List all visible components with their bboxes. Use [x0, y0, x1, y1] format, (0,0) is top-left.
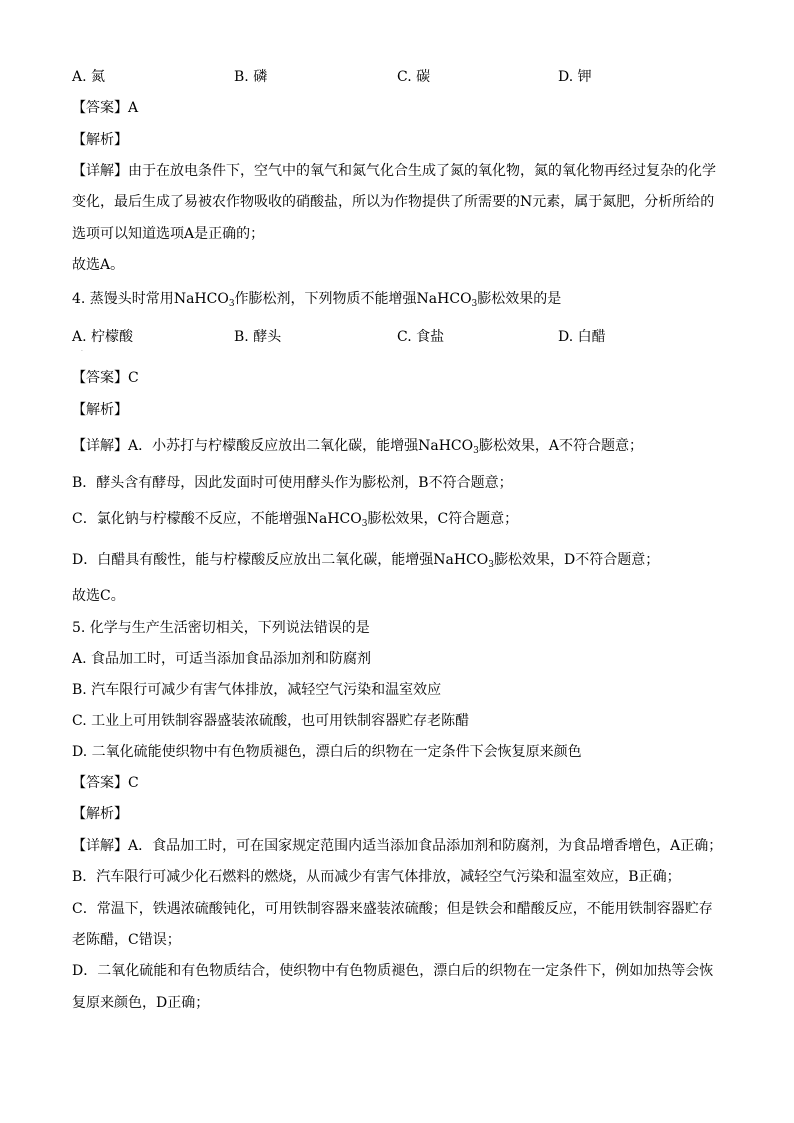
q4-stem: [72, 289, 561, 309]
stray-dot: ·: [81, 348, 83, 355]
q5-analysis-label: 【解析】: [72, 806, 128, 822]
formula-nahco3: NaHCO$_3$: [173, 291, 235, 309]
q5-detail-line-6: 复原来颜色，D正确；: [72, 995, 210, 1011]
q3-detail-line-1: 【详解】由于在放电条件下，空气中的氧气和氮气化合生成了氮的氧化物，氮的氧化物再经过复杂的化学: [72, 163, 716, 179]
formula-nahco3: NaHCO$_3$: [433, 552, 494, 570]
q5-option-a: A. 食品加工时，可适当添加食品添加剂和防腐剂: [72, 651, 372, 667]
q5-detail-line-3: C．常温下，铁遇浓硫酸钝化，可用铁制容器来盛装浓硫酸；但是铁会和醋酸反应，不能用铁制容器贮存: [72, 901, 713, 917]
q4-stem-part-3: 膨松效果的是: [477, 291, 562, 307]
q3-detail-line-3: 选项可以知道选项A是正确的；: [72, 226, 265, 242]
q4-option-d: D. 白醋: [558, 329, 606, 345]
q4-option-c: C. 食盐: [397, 329, 445, 345]
q4-stem-part-2: 作膨松剂，下列物质不能增强: [234, 291, 417, 307]
q5-option-c: C. 工业上可用铁制容器盛装浓硫酸，也可用铁制容器贮存老陈醋: [72, 713, 470, 729]
q3-detail-line-2: 变化，最后生成了易被农作物吸收的硝酸盐，所以为作物提供了所需要的N元素，属于氮肥，分析所给的: [72, 194, 715, 210]
formula-nahco3: NaHCO$_3$: [306, 511, 368, 529]
q3-answer: 【答案】A: [72, 100, 139, 116]
q3-option-d: D. 钾: [558, 69, 592, 85]
q5-detail-line-5: D．二氧化硫能和有色物质结合，使织物中有色物质褪色，漂白后的织物在一定条件下，例如加热等会恢: [72, 963, 714, 979]
q5-answer: 【答案】C: [72, 775, 139, 791]
q4-option-b: B. 酵头: [234, 329, 282, 345]
q5-detail-line-1: 【详解】A．食品加工时，可在国家规定范围内适当添加食品添加剂和防腐剂，为食品增香增色，A正确；: [72, 838, 723, 854]
q3-option-a: A. 氮: [72, 69, 106, 85]
q4-detail-b: B．酵头含有酵母，因此发面时可使用酵头作为膨松剂，B不符合题意；: [72, 475, 513, 491]
q3-analysis-label: 【解析】: [72, 132, 128, 148]
q5-option-d: D. 二氧化硫能使织物中有色物质褪色，漂白后的织物在一定条件下会恢复原来颜色: [72, 744, 582, 760]
q5-detail-line-4: 老陈醋，C错误；: [72, 932, 181, 948]
q5-stem: 5. 化学与生产生活密切相关，下列说法错误的是: [72, 620, 370, 636]
q5-detail-line-2: B．汽车限行可减少化石燃料的燃烧，从而减少有害气体排放，减轻空气污染和温室效应，B正确；: [72, 869, 681, 885]
q4-detail-d: D．白醋具有酸性，能与柠檬酸反应放出二氧化碳，能增强NaHCO$_3$膨松效果，D不符合题意；: [72, 552, 660, 570]
q4-answer: 【答案】C: [72, 370, 139, 386]
formula-nahco3: NaHCO$_3$: [416, 291, 478, 309]
q5-option-b: B. 汽车限行可减少有害气体排放，减轻空气污染和温室效应: [72, 682, 442, 698]
formula-nahco3: NaHCO$_3$: [418, 438, 479, 456]
q4-option-a: A. 柠檬酸: [72, 329, 134, 345]
q3-option-c: C. 碳: [397, 69, 431, 85]
q4-detail-c: C．氯化钠与柠檬酸不反应，不能增强NaHCO$_3$膨松效果，C符合题意；: [72, 511, 519, 529]
q3-conclusion: 故选A。: [72, 257, 125, 273]
q3-option-b: B. 磷: [234, 69, 268, 85]
q4-detail-a: 【详解】A．小苏打与柠檬酸反应放出二氧化碳，能增强NaHCO$_3$膨松效果，A不符合题意；: [72, 438, 643, 456]
q4-analysis-label: 【解析】: [72, 402, 128, 418]
q4-stem-part-1: 4. 蒸馒头时常用: [72, 291, 174, 307]
q4-conclusion: 故选C。: [72, 588, 125, 604]
